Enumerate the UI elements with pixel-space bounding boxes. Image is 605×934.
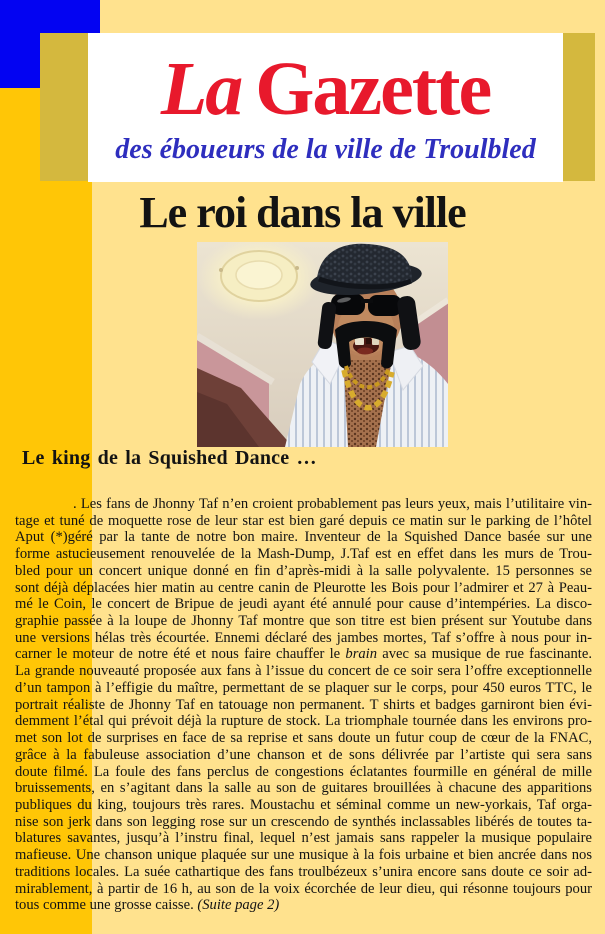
masthead-title bbox=[160, 47, 491, 131]
body-line: blatures savantes, jusqu’à l’instru final, lequel n’est jamais sans rappeler la musique populaire bbox=[15, 830, 592, 847]
tongue bbox=[357, 348, 373, 355]
body-line: grâce à la fabuleuse association d’une chanson et de sons délivrée par l’artiste qui sera sans bbox=[15, 746, 592, 763]
masthead-title-gazette: Gazette bbox=[255, 47, 491, 131]
body-line: . Les fans de Jhonny Taf n’en croient probablement pas leurs yeux, mais l’utilitaire vin- bbox=[73, 496, 592, 512]
body-line: met son lot de surprises en face de sa reprise et sans doute un futur coup de cœur de la FNAC, bbox=[15, 730, 592, 747]
lamp-inner bbox=[236, 261, 282, 289]
body-line: mirablement, à partir de 16 h, au son de la voix écorchée de leur dieu, qui résonne toujours pour bbox=[15, 880, 592, 897]
body-line: traditions locales. La suée cathartique des fans troulbézeux s’unira encore sans doute ce soir ad- bbox=[15, 863, 592, 880]
body-line: publiques du king, toujours très rares. Moustachu et séminal comme un new-yorkais, Taf orga- bbox=[15, 796, 592, 813]
body-line: mafieuse. Une chanson unique plaquée sur une musique à la fois urbaine et bien ancrée dans nos bbox=[15, 847, 592, 864]
body-line: bruissements, en s’agitant dans la salle au son de guitares brouillées à chacune des apparitions bbox=[15, 780, 592, 797]
lamp-screw bbox=[219, 268, 223, 272]
body-line: tous comme une grosse caisse. (Suite page 2) bbox=[15, 897, 280, 914]
article-headline: Le roi dans la ville bbox=[139, 188, 466, 237]
article-subheading: Le king de la Squished Dance … bbox=[22, 447, 317, 469]
body-line: portrait réaliste de Jhonny Taf en tatouage non permanent. T shirts et badges garniront bien évi- bbox=[15, 696, 592, 713]
body-line: doute filmé. La foule des fans perclus de congestions éclatantes fourmille en général de mille bbox=[15, 763, 592, 780]
body-line: carner le moteur de notre été et nous faire chauffer le brain avec sa musique de rue fascinante. bbox=[15, 646, 592, 663]
portrait-photo bbox=[197, 242, 448, 447]
body-line: nise son jerk dans son legging rose sur un crescendo de synthés inclassables libérés de toutes ta- bbox=[15, 813, 592, 830]
masthead-subtitle: des éboueurs de la ville de Troulbled bbox=[115, 134, 536, 165]
body-line: demment l’étal qui prévoit déjà la rupture de stock. La triomphale tournée dans les environs pro- bbox=[15, 713, 592, 730]
portrait-photo-graphic bbox=[197, 242, 448, 447]
masthead bbox=[88, 33, 563, 182]
body-line: graphie passée à la loupe de Jhonny Taf montre que son titre est bien présent sur Youtube dans bbox=[15, 613, 592, 630]
lamp-screw bbox=[295, 266, 299, 270]
body-line: une versions hélas très écourtée. Ennemi déclaré des jambes mortes, Taf s’offre à nous pour in- bbox=[15, 629, 592, 646]
masthead-title-la: La bbox=[160, 47, 242, 131]
body-line: mé le Coin, le concert de Bripue de jeudi ayant été annulé pour cause d’intempéries. La disco- bbox=[15, 596, 592, 613]
body-line: forme astucieusement renouvelée de la Mash-Dump, J.Taf est en effet dans les murs de Trou- bbox=[15, 546, 592, 563]
body-line: d’un tampon à l’effigie du maître, permettant de se plaquer sur le corps, pour 450 euros TTC, le bbox=[15, 679, 592, 696]
article-body bbox=[15, 496, 592, 914]
body-line: bled pour un concert unique donné en fin d’après-midi à la salle polyvalente. 15 personnes se bbox=[15, 562, 592, 579]
body-line: La grande nouveauté proposée aux fans à l’issue du concert de ce soir sera l’offre exceptionnelle bbox=[15, 663, 592, 680]
body-line: tage et tuné de moquette rose de leur star est bien garé depuis ce matin sur le parking de l’hôtel bbox=[15, 512, 592, 529]
tooth bbox=[355, 338, 364, 345]
body-line: sont déjà déplacées hier matin au centre canin de Pleurotte les Bois pour l’admirer et 27 à Peau- bbox=[15, 579, 592, 596]
missing-tooth bbox=[366, 338, 371, 344]
body-line: Aput (*)géré par la tante de notre bon maire. Inventeur de la Squished Dance basée sur une bbox=[15, 529, 592, 546]
